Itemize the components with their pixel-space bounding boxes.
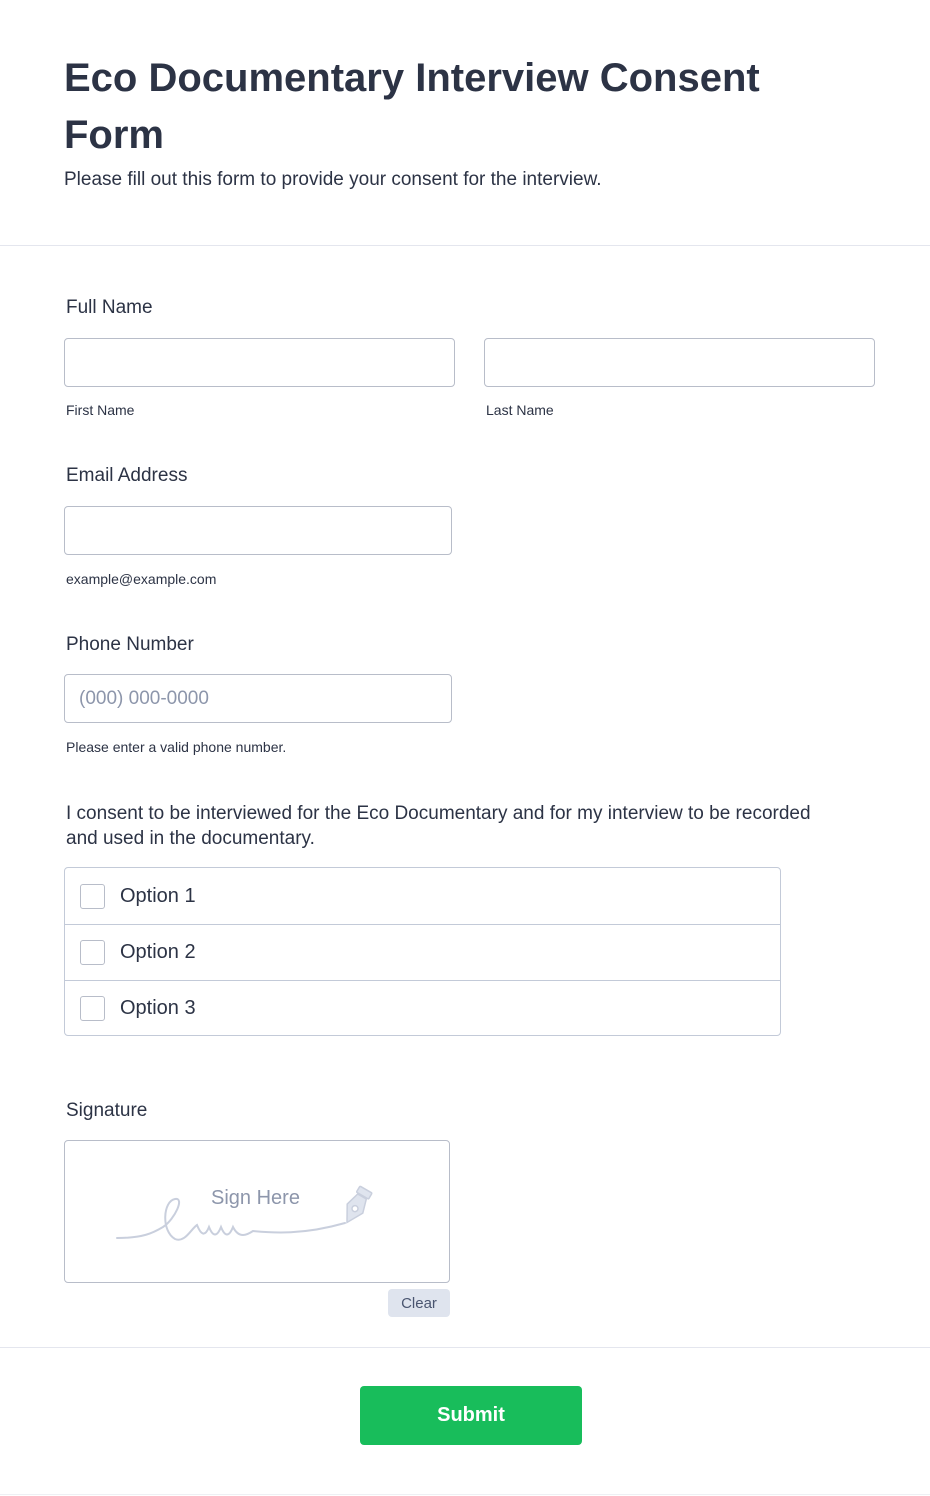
checkbox[interactable] (80, 996, 105, 1021)
phone-label: Phone Number (66, 634, 194, 655)
pen-nib-icon (339, 1185, 374, 1227)
full-name-label: Full Name (66, 297, 153, 318)
last-name-input[interactable] (484, 338, 875, 387)
clear-signature-button[interactable]: Clear (388, 1289, 450, 1317)
first-name-input[interactable] (64, 338, 455, 387)
checkbox[interactable] (80, 940, 105, 965)
checkbox[interactable] (80, 884, 105, 909)
email-label: Email Address (66, 465, 188, 486)
consent-option[interactable] (65, 980, 780, 1036)
email-input[interactable] (64, 506, 452, 555)
phone-sublabel: Please enter a valid phone number. (66, 739, 287, 755)
form-footer (0, 1347, 930, 1495)
last-name-sublabel: Last Name (486, 402, 554, 418)
consent-option[interactable] (65, 868, 780, 924)
first-name-sublabel: First Name (66, 402, 135, 418)
phone-input[interactable] (64, 674, 452, 723)
consent-options (64, 867, 781, 1036)
email-sublabel: example@example.com (66, 571, 217, 587)
form-header (0, 0, 930, 246)
option-label: Option 1 (120, 884, 196, 907)
option-label: Option 3 (120, 997, 196, 1019)
form-subtitle: Please fill out this form to provide your consent for the interview. (64, 169, 602, 190)
signature-placeholder: Sign Here (211, 1187, 300, 1209)
consent-label: I consent to be interviewed for the Eco Documentary and for my interview to be recorded and used in the documentary. (66, 803, 811, 849)
signature-label: Signature (66, 1100, 148, 1121)
signature-pad[interactable] (64, 1140, 450, 1283)
consent-option[interactable] (65, 924, 780, 980)
form-title: Eco Documentary Interview Consent Form (64, 56, 760, 157)
option-label: Option 2 (120, 941, 196, 963)
submit-button[interactable]: Submit (360, 1386, 582, 1445)
